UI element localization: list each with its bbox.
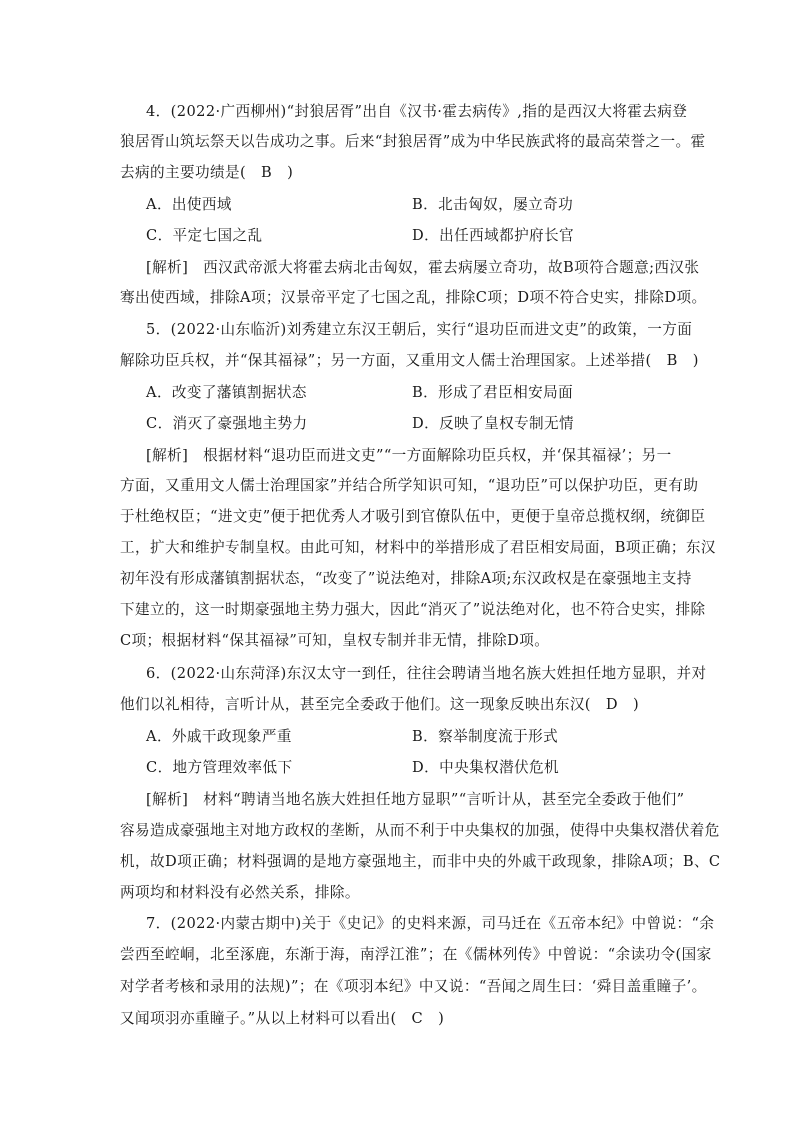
q6-explanation-line-1: [解析] 材料“聘请当地名族大姓担任地方显职”“言听计从，甚至完全委政于他们” xyxy=(146,791,685,808)
question-7-line-2: 尝西至崆峒，北至涿鹿，东渐于海，南浮江淮”；在《儒林列传》中曾说：“余读功令(国家 xyxy=(120,946,712,963)
question-4-line-1: 4．(2022·广西柳州)“封狼居胥”出自《汉书·霍去病传》,指的是西汉大将霍去病登 xyxy=(146,103,688,120)
q5-explanation-line-1: [解析] 根据材料“退功臣而进文吏”“一方面解除功臣兵权，并‘保其福禄’；另一 xyxy=(146,447,672,464)
question-4-line-2: 狼居胥山筑坛祭天以告成功之事。后来“封狼居胥”成为中华民族武将的最高荣誉之一。霍 xyxy=(120,133,706,150)
q4-option-c: C．平定七国之乱 xyxy=(146,227,263,244)
q5-option-c: C．消灭了豪强地主势力 xyxy=(146,415,308,432)
q5-explanation-line-5: 初年没有形成藩镇割据状态，“改变了”说法绝对，排除A项;东汉政权是在豪强地主支持 xyxy=(120,570,692,587)
q6-explanation-line-4: 两项均和材料没有必然关系，排除。 xyxy=(120,884,360,901)
q4-option-a: A．出使西域 xyxy=(146,196,232,213)
q6-explanation-line-3: 机，故D项正确；材料强调的是地方豪强地主，而非中央的外戚干政现象，排除A项；B、C xyxy=(120,853,721,870)
question-6-line-1: 6．(2022·山东菏泽)东汉太守一到任，往往会聘请当地名族大姓担任地方显职，并对 xyxy=(146,665,707,682)
question-6-line-2: 他们以礼相待，言听计从，甚至完全委政于他们。这一现象反映出东汉( D ) xyxy=(120,696,640,713)
question-7-line-4: 又闻项羽亦重瞳子。”从以上材料可以看出( C ) xyxy=(120,1010,445,1027)
q5-explanation-line-2: 方面，又重用文人儒士治理国家”并结合所学知识可知，“退功臣”可以保护功臣，更有助 xyxy=(120,477,699,494)
q4-option-d: D．出任西域都护府长官 xyxy=(412,227,575,244)
question-7-line-3: 对学者考核和录用的法规)”；在《项羽本纪》中又说：“吾闻之周生曰：‘舜目盖重瞳子’。 xyxy=(120,978,707,995)
q6-option-a: A．外戚干政现象严重 xyxy=(146,728,292,745)
question-5-line-1: 5．(2022·山东临沂)刘秀建立东汉王朝后，实行“退功臣而进文吏”的政策，一方面 xyxy=(146,321,693,338)
q6-option-c: C．地方管理效率低下 xyxy=(146,759,293,776)
question-7-line-1: 7．(2022·内蒙古期中)关于《史记》的史料来源，司马迁在《五帝本纪》中曾说：“余 xyxy=(146,915,715,932)
q5-explanation-line-6: 下建立的，这一时期豪强地主势力强大，因此“消灭了”说法绝对化，也不符合史实，排除 xyxy=(120,601,706,618)
q5-option-a: A．改变了藩镇割据状态 xyxy=(146,384,307,401)
q4-explanation-line-2: 骞出使西域，排除A项；汉景帝平定了七国之乱，排除C项；D项不符合史实，排除D项。 xyxy=(120,289,707,306)
q5-option-b: B．形成了君臣相安局面 xyxy=(412,384,574,401)
q4-explanation-line-1: [解析] 西汉武帝派大将霍去病北击匈奴，霍去病屡立奇功，故B项符合题意;西汉张 xyxy=(146,259,700,276)
question-5-line-2: 解除功臣兵权，并“保其福禄”；另一方面，又重用文人儒士治理国家。上述举措( B ) xyxy=(120,352,699,369)
q6-option-b: B．察举制度流于形式 xyxy=(412,728,559,745)
q4-option-b: B．北击匈奴，屡立奇功 xyxy=(412,196,574,213)
q5-option-d: D．反映了皇权专制无情 xyxy=(412,415,575,432)
question-4-line-3: 去病的主要功绩是( B ) xyxy=(120,164,294,181)
q5-explanation-line-7: C项；根据材料“保其福禄”可知，皇权专制并非无情，排除D项。 xyxy=(120,632,550,649)
q6-explanation-line-2: 容易造成豪强地主对地方政权的垄断，从而不利于中央集权的加强，使得中央集权潜伏着危 xyxy=(120,822,720,839)
q5-explanation-line-3: 于杜绝权臣；“进文吏”便于把优秀人才吸引到官僚队伍中，更便于皇帝总揽权纲，统御臣 xyxy=(120,508,706,525)
q5-explanation-line-4: 工，扩大和维护专制皇权。由此可知，材料中的举措形成了君臣相安局面，B项正确；东汉 xyxy=(120,539,716,556)
q6-option-d: D．中央集权潜伏危机 xyxy=(412,759,560,776)
